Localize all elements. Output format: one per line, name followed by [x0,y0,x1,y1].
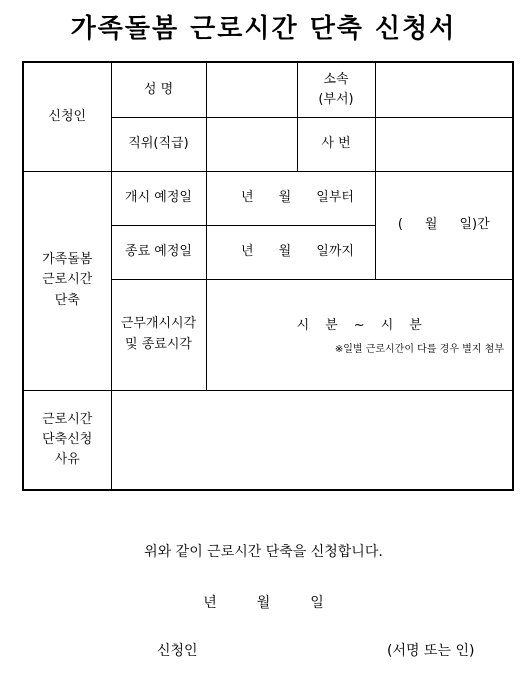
form-title: 가족돌봄 근로시간 단축 신청서 [70,14,457,44]
signature-placeholder: (서명 또는 인) [387,643,475,659]
start-date-field[interactable] [206,171,375,225]
department-field[interactable] [375,62,513,117]
start-hour-unit: 시 [296,317,310,333]
period-field[interactable] [375,171,513,279]
time-tilde: ~ [353,317,365,333]
declaration-statement: 위와 같이 근로시간 단축을 신청합니다. [144,544,383,560]
application-date [0,592,527,612]
reduction-label-line1: 가족돌봄 [42,252,93,268]
period-month-unit: 월 [424,216,438,232]
reason-label-line1: 근로시간 [42,411,93,427]
application-year-unit: 년 [203,595,217,611]
period-day-unit: 일)간 [459,216,490,232]
reason-field[interactable] [111,390,513,490]
reduction-label-line3: 단축 [54,292,80,308]
end-date-field[interactable] [206,225,375,279]
start-date-label: 개시 예정일 [111,171,206,225]
end-hour-unit: 시 [380,317,394,333]
position-label: 직위(직급) [111,117,206,171]
position-field[interactable] [206,117,297,171]
work-time-label-line1: 근무개시시각 [120,316,197,332]
reduction-section-label [23,171,111,390]
end-date-label: 종료 예정일 [111,225,206,279]
period-open: ( [397,216,403,232]
department-label-line1: 소속 [323,71,349,87]
start-year-unit: 년 [241,189,254,205]
name-field[interactable] [206,62,297,117]
application-table [22,61,514,491]
department-label-line2: (부서) [318,91,354,107]
department-label [297,62,375,117]
start-day-unit: 일부터 [316,189,354,205]
work-time-note: ※일별 근로시간이 다를 경우 별지 첨부 [334,343,504,355]
start-month-unit: 월 [278,189,292,205]
employee-number-field[interactable] [375,117,513,171]
employee-number-label: 사 번 [297,117,375,171]
end-minute-unit: 분 [409,317,422,333]
start-minute-unit: 분 [325,317,338,333]
reason-label-line2: 단축신청 [42,431,93,447]
reason-label-line3: 사유 [54,451,80,467]
work-time-field[interactable] [206,279,513,390]
end-day-unit: 일까지 [316,243,354,259]
reason-section-label [23,390,111,490]
work-time-label-line2: 및 종료시각 [125,336,192,352]
end-month-unit: 월 [278,243,292,259]
applicant-signature-label: 신청인 [157,643,198,659]
name-label: 성 명 [111,62,206,117]
end-year-unit: 년 [241,243,254,259]
application-month-unit: 월 [256,595,271,611]
application-day-unit: 일 [310,595,324,611]
applicant-section-label: 신청인 [23,62,111,171]
reduction-label-line2: 근로시간 [42,272,93,288]
work-time-label [111,279,206,390]
